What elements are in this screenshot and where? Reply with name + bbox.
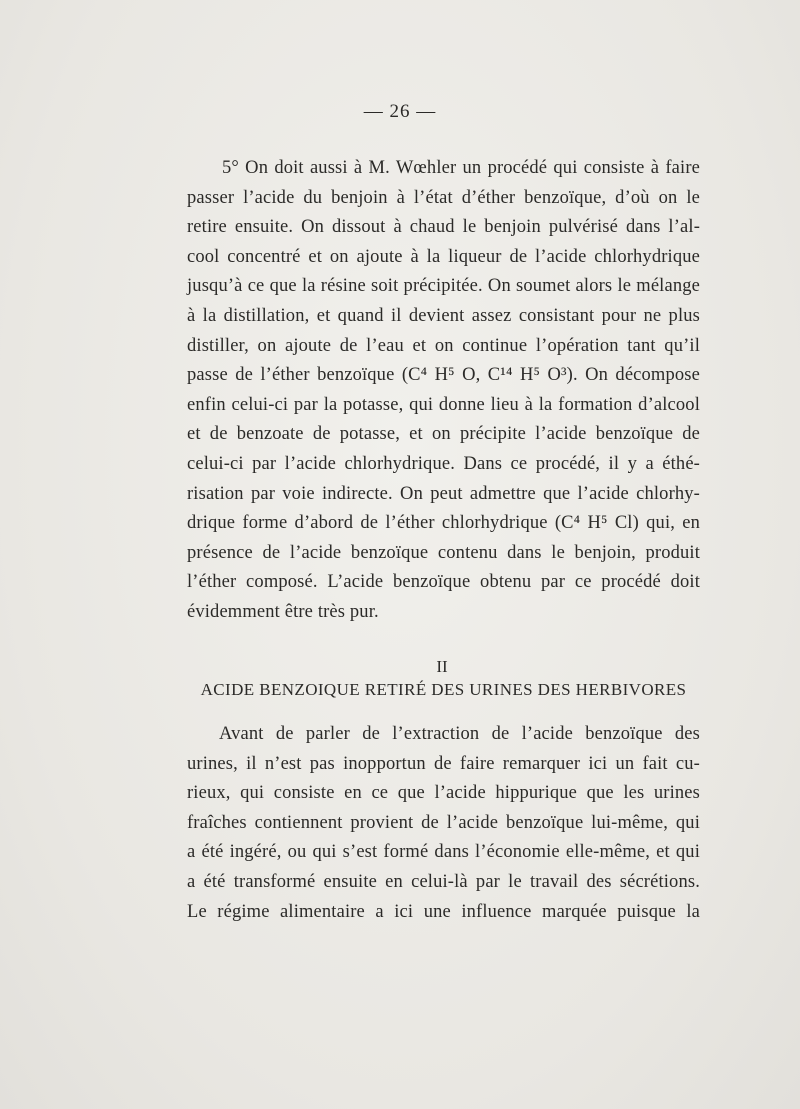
text-line: fraîches contiennent provient de l’acide benzoïque lui-même, qui [187, 812, 700, 833]
text-line: a été transformé ensuite en celui-là par le travail des sécrétions. [187, 871, 700, 892]
text-line: cool concentré et on ajoute à la liqueur de l’acide chlorhydrique [187, 246, 700, 267]
text-line: 5° On doit aussi à M. Wœhler un procédé qui consiste à faire [222, 158, 700, 178]
text-line: passe de l’éther benzoïque (C⁴ H⁵ O, C¹⁴ H⁵ O³). On décompose [187, 365, 700, 386]
text-line: celui-ci par l’acide chlorhydrique. Dans ce procédé, il y a éthé- [187, 453, 700, 474]
paragraph-woehler-process [187, 154, 700, 628]
text-line: passer l’acide du benjoin à l’état d’éther benzoïque, d’où on le [187, 187, 700, 208]
text-line: évidemment être très pur. [187, 601, 379, 622]
text-line: Avant de parler de l’extraction de l’acide benzoïque des [219, 724, 700, 744]
text-line: jusqu’à ce que la résine soit précipitée. On soumet alors le mélange [187, 276, 700, 297]
text-line: l’éther composé. L’acide benzoïque obtenu par ce procédé doit [187, 572, 700, 593]
text-line: distiller, on ajoute de l’eau et on continue l’opération tant qu’il [187, 335, 700, 356]
text-line: rieux, qui consiste en ce que l’acide hippurique que les urines [187, 783, 700, 804]
text-line: urines, il n’est pas inopportun de faire remarquer ici un fait cu- [187, 753, 700, 774]
text-line: présence de l’acide benzoïque contenu dans le benjoin, produit [187, 542, 700, 563]
text-line: enfin celui-ci par la potasse, qui donne lieu à la formation d’alcool [187, 394, 700, 415]
text-line: a été ingéré, ou qui s’est formé dans l’économie elle-même, et qui [187, 842, 700, 863]
text-line: et de benzoate de potasse, et on précipite l’acide benzoïque de [187, 424, 700, 445]
text-line: risation par voie indirecte. On peut admettre que l’acide chlorhy- [187, 483, 700, 504]
text-line: à la distillation, et quand il devient assez consistant pour ne plus [187, 305, 700, 326]
text-line: retire ensuite. On dissout à chaud le benjoin pulvérisé dans l’al- [187, 217, 700, 238]
section-title: ACIDE BENZOIQUE RETIRÉ DES URINES DES HERBIVORES [200, 680, 687, 699]
text-line: drique forme d’abord de l’éther chlorhydrique (C⁴ H⁵ Cl) qui, en [187, 513, 700, 534]
section-number: II [436, 657, 448, 676]
page-number: — 26 — [363, 101, 437, 122]
paragraph-urine-extraction [187, 720, 700, 927]
text-line: Le régime alimentaire a ici une influence marquée puisque la [187, 901, 700, 922]
